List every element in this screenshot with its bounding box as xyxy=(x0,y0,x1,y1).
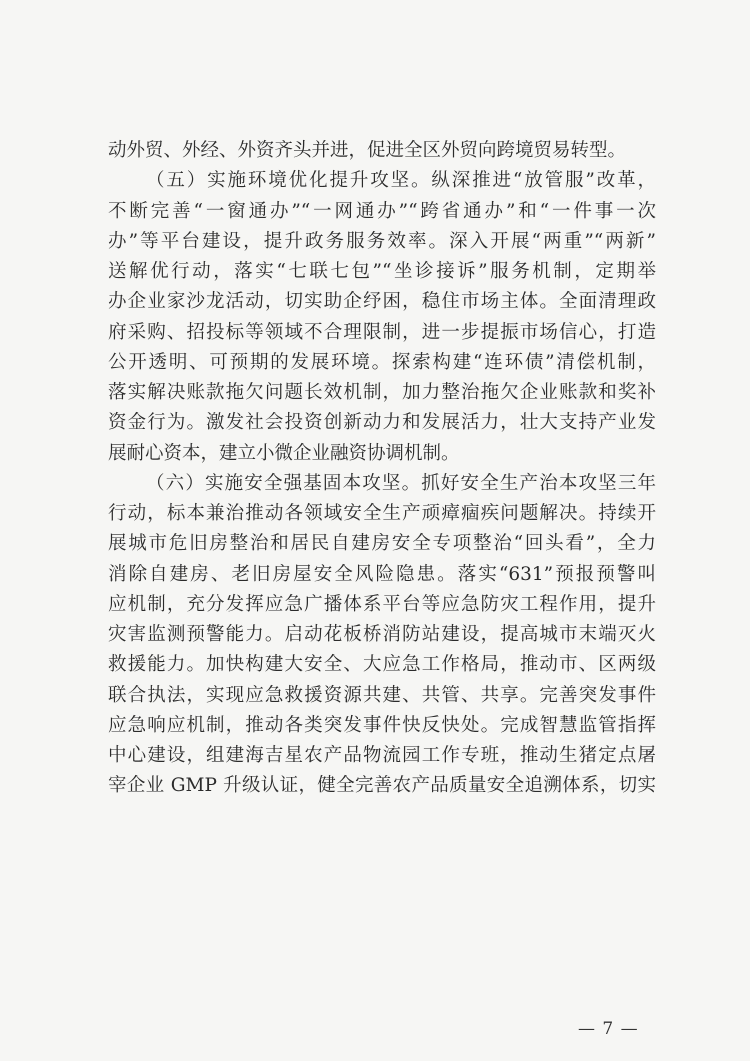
text-line: 展耐心资本，建立小微企业融资协调机制。 xyxy=(108,442,460,464)
document-body xyxy=(108,136,656,802)
text-line: 府采购、招投标等领域不合理限制，进一步提振市场信心，打造 xyxy=(108,321,656,343)
text-line: 中心建设，组建海吉星农产品物流园工作专班，推动生猪定点屠 xyxy=(108,745,656,766)
text-line: 不断完善“一窗通办”“一网通办”“跨省通办”和“一件事一次 xyxy=(108,200,656,222)
text-line: 送解优行动，落实“七联七包”“坐诊接诉”服务机制，定期举 xyxy=(108,261,656,282)
text-line: 办”等平台建设，提升政务服务效率。深入开展“两重”“两新” xyxy=(108,230,656,252)
text-line: 联合执法，实现应急救援资源共建、共管、共享。完善突发事件 xyxy=(108,684,656,706)
text-line: 落实解决账款拖欠问题长效机制，加力整治拖欠企业账款和奖补 xyxy=(108,382,656,403)
text-line: 资金行为。激发社会投资创新动力和发展活力，壮大支持产业发 xyxy=(108,412,656,434)
text-line: 动外贸、外经、外资齐头并进，促进全区外贸向跨境贸易转型。 xyxy=(108,140,627,161)
text-line: 办企业家沙龙活动，切实助企纾困，稳住市场主体。全面清理政 xyxy=(108,291,656,313)
text-line: 应急响应机制，推动各类突发事件快反快处。完成智慧监管指挥 xyxy=(108,714,656,736)
page-number: — 7 — xyxy=(578,1019,639,1039)
text-line: 行动，标本兼治推动各领域安全生产顽瘴痼疾问题解决。持续开 xyxy=(108,503,656,524)
text-line: （五）实施环境优化提升攻坚。纵深推进“放管服”改革， xyxy=(146,170,656,192)
text-line: 灾害监测预警能力。启动花板桥消防站建设，提高城市末端灭火 xyxy=(108,624,656,645)
text-line: 应机制，充分发挥应急广播体系平台等应急防灾工程作用，提升 xyxy=(108,593,656,615)
text-line: （六）实施安全强基固本攻坚。抓好安全生产治本攻坚三年 xyxy=(146,472,656,494)
text-line: 展城市危旧房整治和居民自建房安全专项整治“回头看”，全力 xyxy=(108,533,656,555)
text-line: 消除自建房、老旧房屋安全风险隐患。落实“631”预报预警叫 xyxy=(108,563,656,585)
text-line: 宰企业 GMP 升级认证，健全完善农产品质量安全追溯体系，切实 xyxy=(108,775,656,797)
text-line: 公开透明、可预期的发展环境。探索构建“连环债”清偿机制， xyxy=(108,351,656,373)
text-line: 救援能力。加快构建大安全、大应急工作格局，推动市、区两级 xyxy=(108,654,656,676)
